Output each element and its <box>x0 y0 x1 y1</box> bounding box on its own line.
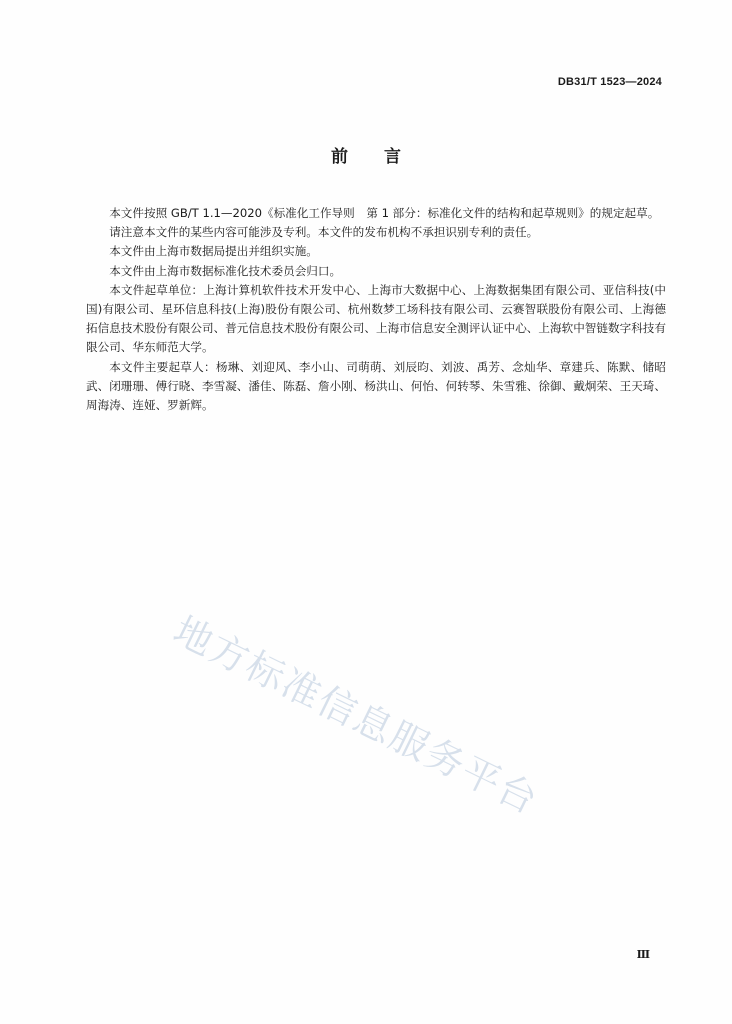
paragraph-drafters: 本文件主要起草人：杨琳、刘迎风、李小山、司萌萌、刘辰昀、刘波、禹芳、念灿华、章建兵、陈默、储昭武、闭珊珊、傅行晓、李雪凝、潘佳、陈磊、詹小刚、杨洪山、何怡、何转琴、朱雪雅、徐御、戴炯荣、王天琦、周海涛、连娅、罗新辉。 <box>86 359 666 413</box>
page-title: 前言 <box>331 147 437 167</box>
page-number: Ⅲ <box>636 948 650 961</box>
paragraph-proposer: 本文件由上海市数据局提出并组织实施。 <box>109 244 318 259</box>
foreword-body <box>86 204 666 415</box>
paragraph-patent-notice: 请注意本文件的某些内容可能涉及专利。本文件的发布机构不承担识别专利的责任。 <box>109 225 539 240</box>
paragraph-drafting-units: 本文件起草单位：上海计算机软件技术开发中心、上海市大数据中心、上海数据集团有限公司、亚信科技(中国)有限公司、星环信息科技(上海)股份有限公司、杭州数梦工场科技有限公司、云赛智联股份有限公司、上海德拓信息技术股份有限公司、普元信息技术股份有限公司、上海市信息安全测评认证中心、上海软中智链数字科技有限公司、华东师范大学。 <box>86 282 666 355</box>
paragraph-committee: 本文件由上海市数据标准化技术委员会归口。 <box>109 263 342 278</box>
paragraph-drafting-rules: 本文件按照 GB/T 1.1—2020《标准化工作导则 第 1 部分：标准化文件的结构和起草规则》的规定起草。 <box>109 206 660 220</box>
watermark: 地方标准信息服务平台 <box>166 608 546 823</box>
document-code: DB31/T 1523—2024 <box>557 76 662 88</box>
